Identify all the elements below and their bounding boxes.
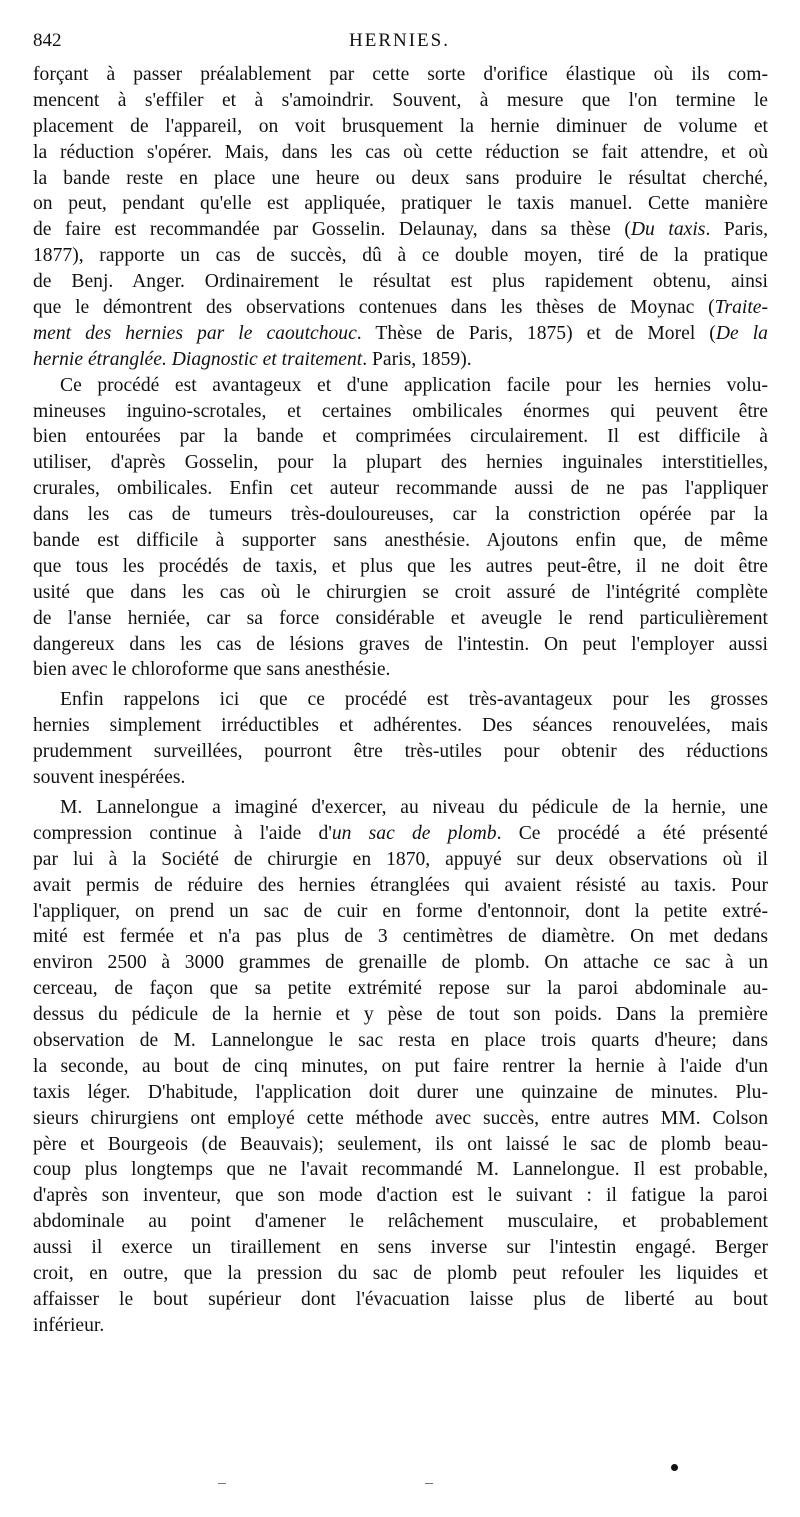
text-line: de faire est recommandée par Gosselin. Delaunay, dans sa thèse (Du taxis. Paris,: [33, 219, 768, 241]
text-line: que tous les procédés de taxis, et plus que les autres peut-être, il ne doit être: [33, 555, 768, 577]
text-line: de Benj. Anger. Ordinairement le résultat est plus rapidement obtenu, ainsi: [33, 271, 768, 293]
page-number: 842: [33, 30, 62, 51]
text-line: bien entourées par la bande et comprimées circulairement. Il est difficile à: [33, 426, 768, 448]
text-line: de l'anse herniée, car sa force considérable et aveugle le rend particulièrement: [33, 607, 768, 629]
text-line: cerceau, de façon que sa petite extrémité repose sur la paroi abdominale au-: [33, 978, 768, 1000]
text-line: la seconde, au bout de cinq minutes, on put faire rentrer la hernie à l'aide d'un: [33, 1055, 768, 1077]
text-line: crurales, ombilicales. Enfin cet auteur recommande aussi de ne pas l'appliquer: [33, 478, 768, 500]
text-line: taxis léger. D'habitude, l'application doit durer une quinzaine de minutes. Plu-: [33, 1081, 768, 1103]
text-line: usité que dans les cas où le chirurgien se croit assuré de l'intégrité complète: [33, 581, 768, 603]
text-line: sieurs chirurgiens ont employé cette méthode avec succès, entre autres MM. Colson: [33, 1107, 768, 1129]
text-line: souvent inespérées.: [33, 767, 186, 789]
text-line: dans les cas de tumeurs très-douloureuses, car la constriction opérée par la: [33, 504, 768, 526]
text-line: que le démontrent des observations contenues dans les thèses de Moynac (Traite-: [33, 297, 768, 319]
text-line: aussi il exerce un tiraillement en sens inverse sur l'intestin engagé. Berger: [33, 1237, 768, 1259]
body-text: [33, 62, 768, 1339]
text-line: hernie étranglée. Diagnostic et traitement. Paris, 1859).: [33, 348, 472, 370]
text-line: avait permis de réduire des hernies étranglées qui avaient résisté au taxis. Pour: [33, 874, 768, 896]
text-line: abdominale au point d'amener le relâchement musculaire, et probablement: [33, 1211, 768, 1233]
text-line: bande est difficile à supporter sans anesthésie. Ajoutons enfin que, de même: [33, 530, 768, 552]
text-line: compression continue à l'aide d'un sac de plomb. Ce procédé a été présenté: [33, 822, 768, 844]
text-line: coup plus longtemps que ne l'avait recommandé M. Lannelongue. Il est probable,: [33, 1159, 768, 1181]
text-line: Enfin rappelons ici que ce procédé est très-avantageux pour les grosses: [60, 689, 768, 711]
text-line: affaisser le bout supérieur dont l'évacuation laisse plus de liberté au bout: [33, 1288, 768, 1310]
text-line: bien avec le chloroforme que sans anesthésie.: [33, 659, 391, 681]
text-line: forçant à passer préalablement par cette sorte d'orifice élastique où ils com-: [33, 64, 768, 85]
text-line: environ 2500 à 3000 grammes de grenaille de plomb. On attache ce sac à un: [33, 952, 768, 974]
text-line: observation de M. Lannelongue le sac resta en place trois quarts d'heure; dans: [33, 1029, 768, 1051]
text-line: mencent à s'effiler et à s'amoindrir. Souvent, à mesure que l'on termine le: [33, 89, 768, 111]
text-line: l'appliquer, on prend un sac de cuir en forme d'entonnoir, dont la petite extré-: [33, 900, 768, 922]
page-header: [33, 30, 766, 56]
paragraph: [33, 795, 768, 1339]
text-line: M. Lannelongue a imaginé d'exercer, au niveau du pédicule de la hernie, une: [60, 796, 768, 818]
text-line: on peut, pendant qu'elle est appliquée, pratiquer le taxis manuel. Cette manière: [33, 193, 768, 215]
paragraph: [33, 62, 768, 373]
text-line: placement de l'appareil, on voit brusquement la hernie diminuer de volume et: [33, 115, 768, 137]
text-line: par lui à la Société de chirurgie en 1870, appuyé sur deux observations où il: [33, 848, 768, 870]
ink-speck: [671, 1464, 678, 1471]
text-line: inférieur.: [33, 1314, 105, 1336]
margin-mark: [218, 1483, 226, 1484]
text-line: hernies simplement irréductibles et adhérentes. Des séances renouvelées, mais: [33, 715, 768, 737]
text-line: d'après son inventeur, que son mode d'action est le suivant : il fatigue la paroi: [33, 1185, 768, 1207]
text-line: 1877), rapporte un cas de succès, dû à ce double moyen, tiré de la pratique: [33, 245, 768, 267]
text-line: prudemment surveillées, pourront être très-utiles pour obtenir des réductions: [33, 741, 768, 763]
text-line: ment des hernies par le caoutchouc. Thèse de Paris, 1875) et de Morel (De la: [33, 322, 768, 344]
running-title: HERNIES.: [349, 30, 450, 51]
text-line: mité est fermée et n'a pas plus de 3 centimètres de diamètre. On met dedans: [33, 926, 768, 948]
text-line: Ce procédé est avantageux et d'une application facile pour les hernies volu-: [60, 374, 768, 396]
text-line: croit, en outre, que la pression du sac de plomb peut refouler les liquides et: [33, 1262, 768, 1284]
text-line: dangereux dans les cas de lésions graves de l'intestin. On peut l'employer aussi: [33, 633, 768, 655]
text-line: dessus du pédicule de la hernie et y pèse de tout son poids. Dans la première: [33, 1004, 768, 1026]
paragraph: [33, 373, 768, 684]
text-line: la réduction s'opérer. Mais, dans les cas où cette réduction se fait attendre, et où: [33, 141, 768, 163]
paragraph: [33, 687, 768, 791]
text-line: père et Bourgeois (de Beauvais); seulement, ils ont laissé le sac de plomb beau-: [33, 1133, 768, 1155]
text-line: la bande reste en place une heure ou deux sans produire le résultat cherché,: [33, 167, 768, 189]
margin-mark: [425, 1483, 433, 1484]
text-line: mineuses inguino-scrotales, et certaines ombilicales énormes qui peuvent être: [33, 400, 768, 422]
text-line: utiliser, d'après Gosselin, pour la plupart des hernies inguinales interstitielles,: [33, 452, 768, 474]
